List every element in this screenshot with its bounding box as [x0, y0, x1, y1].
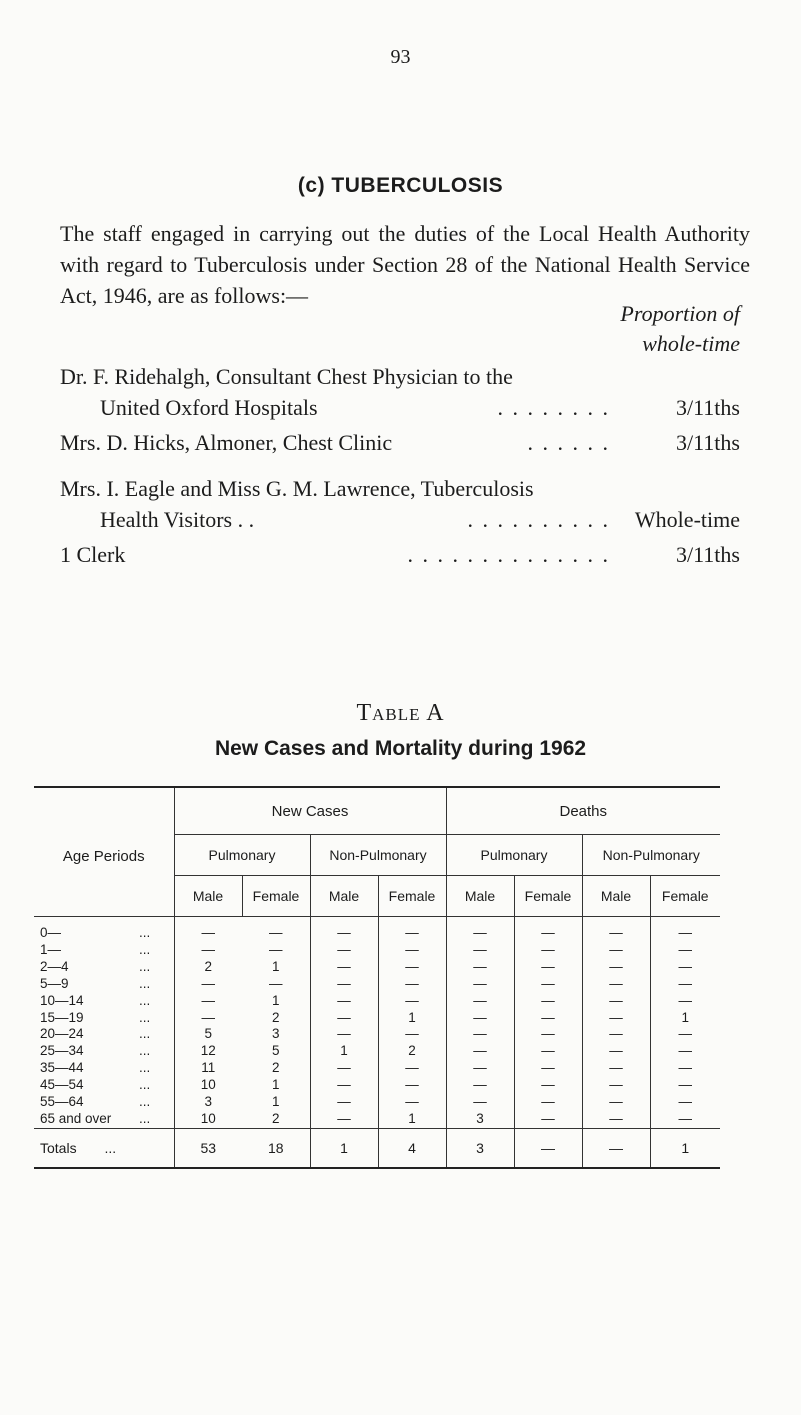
data-cell: —: [378, 1060, 446, 1077]
totals-cell: 3: [446, 1128, 514, 1168]
data-cell: —: [310, 1111, 378, 1128]
data-cell: —: [514, 959, 582, 976]
age-period-label: 15—19: [40, 1009, 84, 1025]
data-cell: —: [446, 993, 514, 1010]
age-period-label: 35—44: [40, 1060, 84, 1076]
table-title: New Cases and Mortality during 1962: [214, 737, 587, 760]
sex-header: Male: [446, 876, 514, 917]
age-period-label: 55—64: [40, 1094, 84, 1110]
data-cell: —: [514, 1077, 582, 1094]
data-cell: —: [446, 1043, 514, 1060]
data-cell: —: [310, 959, 378, 976]
leader-dots: ...: [139, 1077, 151, 1093]
staff-entry: [60, 361, 740, 423]
table-row: [34, 1094, 720, 1111]
staff-entry: [60, 539, 740, 570]
data-cell: —: [446, 1010, 514, 1027]
data-cell: —: [269, 925, 283, 940]
age-period-label: 65 and over: [40, 1110, 112, 1126]
page-number: 93: [390, 46, 411, 68]
data-cell: —: [269, 975, 283, 991]
leader-dots: ...: [139, 958, 151, 974]
data-cell: —: [650, 993, 720, 1010]
data-cell: —: [378, 1077, 446, 1094]
data-cell: —: [310, 993, 378, 1010]
data-cell: —: [650, 942, 720, 959]
sex-header: Female: [242, 876, 310, 917]
staff-proportion: 3/11ths: [676, 430, 740, 455]
data-cell: —: [514, 976, 582, 993]
sex-header: Female: [378, 876, 446, 917]
staff-entry-line: [60, 504, 740, 535]
data-cell: —: [310, 1060, 378, 1077]
data-cell: —: [310, 1026, 378, 1043]
age-period-cell: [34, 976, 174, 993]
age-period-cell: [34, 993, 174, 1010]
age-period-cell: [34, 1060, 174, 1077]
group-header-deaths: Deaths: [446, 788, 720, 835]
data-cell: —: [446, 917, 514, 942]
leader-dots: ...: [139, 1060, 151, 1076]
data-cell: —: [650, 1111, 720, 1128]
data-cell: —: [650, 1043, 720, 1060]
data-cell: —: [514, 1010, 582, 1027]
data-cell: —: [446, 942, 514, 959]
data-cell: 1: [378, 1010, 446, 1027]
data-cell: —: [310, 917, 378, 942]
staff-proportion: 3/11ths: [676, 542, 740, 567]
data-cell: —: [446, 1094, 514, 1111]
data-cell: —: [650, 959, 720, 976]
data-cell: —: [174, 976, 242, 993]
data-cell: —: [582, 959, 650, 976]
data-cell: 5: [271, 1043, 280, 1059]
leader-dots: . . . . . . . . . . . . . .: [407, 542, 610, 567]
totals-cell: —: [582, 1128, 650, 1168]
age-period-cell: [34, 1010, 174, 1027]
data-cell: —: [174, 942, 242, 959]
staff-entry-text: 1 Clerk: [60, 542, 126, 567]
data-cell: —: [650, 1026, 720, 1043]
data-cell: 2: [271, 1009, 280, 1025]
sex-header: Female: [650, 876, 720, 917]
data-cell: —: [174, 1010, 242, 1027]
age-period-cell: [34, 1043, 174, 1060]
totals-cell: 1: [650, 1128, 720, 1168]
age-period-label: 5—9: [40, 975, 69, 991]
age-period-label: 10—14: [40, 992, 84, 1008]
data-cell: —: [310, 942, 378, 959]
data-cell: —: [514, 993, 582, 1010]
totals-label-cell: [34, 1128, 174, 1168]
subgroup-header: Non-Pulmonary: [582, 835, 720, 876]
data-cell: —: [514, 1043, 582, 1060]
table-row: [34, 993, 720, 1010]
intro-paragraph: The staff engaged in carrying out the duties of the Local Health Authority with regard to Tuberculosis under Section 28 of the National Health Service Act, 1946, are as follows:—: [60, 221, 750, 308]
data-cell: —: [582, 993, 650, 1010]
staff-entry-text: Mrs. D. Hicks, Almoner, Chest Clinic: [60, 430, 393, 455]
data-cell: —: [514, 1111, 582, 1128]
data-cell: 1: [271, 958, 280, 974]
data-cell: —: [446, 1060, 514, 1077]
group-header-new-cases: New Cases: [174, 788, 446, 835]
staff-entry-line: [60, 427, 740, 458]
data-cell: —: [582, 1060, 650, 1077]
data-cell: —: [446, 976, 514, 993]
section-heading: (c) TUBERCULOSIS: [297, 174, 504, 197]
age-period-cell: [34, 959, 174, 976]
staff-entry-line: Mrs. I. Eagle and Miss G. M. Lawrence, Tuberculosis: [60, 476, 534, 501]
data-cell: —: [446, 1077, 514, 1094]
data-cell: —: [378, 993, 446, 1010]
leader-dots: . . . . . .: [527, 430, 610, 455]
data-cell: —: [582, 1077, 650, 1094]
subgroup-header: Non-Pulmonary: [310, 835, 446, 876]
totals-cell: 1: [310, 1128, 378, 1168]
data-cell: 1: [271, 1077, 280, 1093]
data-cell: —: [582, 942, 650, 959]
data-cell: —: [650, 1077, 720, 1094]
data-cell: —: [650, 917, 720, 942]
totals-cell: 53: [174, 1128, 242, 1168]
data-cell: 2: [271, 1110, 280, 1126]
data-cell: —: [650, 976, 720, 993]
age-period-label: 20—24: [40, 1026, 84, 1042]
data-cell: —: [310, 1094, 378, 1111]
table-label: Table A: [356, 700, 445, 726]
data-cell: —: [582, 1094, 650, 1111]
leader-dots: ...: [139, 992, 151, 1008]
data-cell: —: [269, 941, 283, 957]
data-cell: —: [310, 1077, 378, 1094]
subgroup-header: Pulmonary: [446, 835, 582, 876]
data-cell: 3: [174, 1094, 242, 1111]
leader-dots: ...: [139, 925, 151, 940]
leader-dots: . . . . . . . .: [497, 395, 610, 420]
data-cell: 10: [174, 1111, 242, 1128]
proportion-heading-line-2: whole-time: [642, 331, 740, 356]
data-cell: 1: [310, 1043, 378, 1060]
staff-entry-line: [60, 539, 740, 570]
data-cell: —: [446, 1026, 514, 1043]
staff-proportion: Whole-time: [634, 507, 740, 532]
staff-entry-continuation: United Oxford Hospitals: [100, 395, 318, 420]
sex-header: Male: [310, 876, 378, 917]
data-cell: 12: [174, 1043, 242, 1060]
leader-dots: . . . . . . . . . .: [467, 507, 610, 532]
data-cell: 10: [174, 1077, 242, 1094]
data-cell: —: [378, 1094, 446, 1111]
staff-proportion: 3/11ths: [676, 395, 740, 420]
data-cell: —: [310, 976, 378, 993]
age-period-cell: [34, 942, 174, 959]
table-row: [34, 1043, 720, 1060]
data-cell: —: [582, 1043, 650, 1060]
data-cell: —: [514, 1026, 582, 1043]
data-cell: —: [310, 1010, 378, 1027]
data-cell: 1: [378, 1111, 446, 1128]
data-cell: 1: [271, 992, 280, 1008]
totals-cell: —: [514, 1128, 582, 1168]
data-cell: —: [378, 1026, 446, 1043]
leader-dots: ...: [139, 1110, 151, 1126]
sex-header: Male: [582, 876, 650, 917]
table-row: [34, 1026, 720, 1043]
age-period-cell: [34, 1026, 174, 1043]
data-cell: 1: [271, 1094, 280, 1110]
totals-cell: 4: [378, 1128, 446, 1168]
staff-entry-line: Dr. F. Ridehalgh, Consultant Chest Physician to the: [60, 364, 513, 389]
leader-dots: ...: [139, 1009, 151, 1025]
data-cell: 1: [650, 1010, 720, 1027]
data-cell: —: [514, 917, 582, 942]
data-cell: —: [582, 917, 650, 942]
age-period-cell: [34, 1094, 174, 1111]
data-cell: —: [582, 1111, 650, 1128]
data-cell: —: [446, 959, 514, 976]
table-row: [34, 917, 720, 942]
leader-dots: ...: [139, 1026, 151, 1042]
data-cell: —: [378, 959, 446, 976]
staff-entry-continuation: Health Visitors . .: [100, 507, 255, 532]
data-cell: —: [582, 1010, 650, 1027]
data-cell: 11: [174, 1060, 242, 1077]
totals-label: Totals: [40, 1139, 77, 1156]
data-cell: —: [582, 976, 650, 993]
data-cell: —: [650, 1060, 720, 1077]
table-row: [34, 942, 720, 959]
data-cell: 3: [446, 1111, 514, 1128]
data-cell: —: [514, 942, 582, 959]
subgroup-header: Pulmonary: [174, 835, 310, 876]
staff-entry: [60, 473, 740, 535]
leader-dots: ...: [139, 1094, 151, 1110]
leader-dots: ...: [139, 1043, 151, 1059]
table-row: [34, 976, 720, 993]
age-period-label: 0—: [40, 925, 62, 940]
data-cell: —: [582, 1026, 650, 1043]
data-cell: 2: [174, 959, 242, 976]
totals-row: [34, 1128, 720, 1168]
table-row: [34, 1060, 720, 1077]
staff-entry: [60, 427, 740, 458]
age-period-cell: [34, 1111, 174, 1128]
sex-header: Female: [514, 876, 582, 917]
leader-dots: ...: [139, 941, 151, 957]
tuberculosis-table: [34, 786, 720, 1169]
staff-entry-line: [60, 392, 740, 423]
leader-dots: ...: [139, 975, 151, 991]
age-period-cell: [34, 1077, 174, 1094]
data-cell: —: [378, 942, 446, 959]
data-cell: —: [174, 917, 242, 942]
table-row: [34, 1111, 720, 1128]
data-cell: —: [514, 1060, 582, 1077]
table-row: [34, 1077, 720, 1094]
data-cell: 2: [271, 1060, 280, 1076]
data-cell: 3: [271, 1026, 280, 1042]
age-period-label: 45—54: [40, 1077, 84, 1093]
table-row: [34, 1010, 720, 1027]
table-row: [34, 959, 720, 976]
age-period-label: 1—: [40, 941, 62, 957]
data-cell: —: [378, 917, 446, 942]
data-cell: 2: [378, 1043, 446, 1060]
data-cell: —: [514, 1094, 582, 1111]
totals-cell: 18: [242, 1128, 310, 1168]
proportion-heading-line-1: Proportion of: [620, 301, 740, 326]
proportion-column-heading: [580, 299, 740, 359]
sex-header: Male: [174, 876, 242, 917]
data-cell: —: [174, 993, 242, 1010]
age-period-label: 2—4: [40, 958, 69, 974]
data-cell: 5: [174, 1026, 242, 1043]
age-period-cell: [34, 917, 174, 942]
row-header-age-periods: Age Periods: [62, 847, 145, 865]
age-period-label: 25—34: [40, 1043, 84, 1059]
leader-dots: ...: [104, 1139, 117, 1156]
data-cell: —: [650, 1094, 720, 1111]
data-cell: —: [378, 976, 446, 993]
